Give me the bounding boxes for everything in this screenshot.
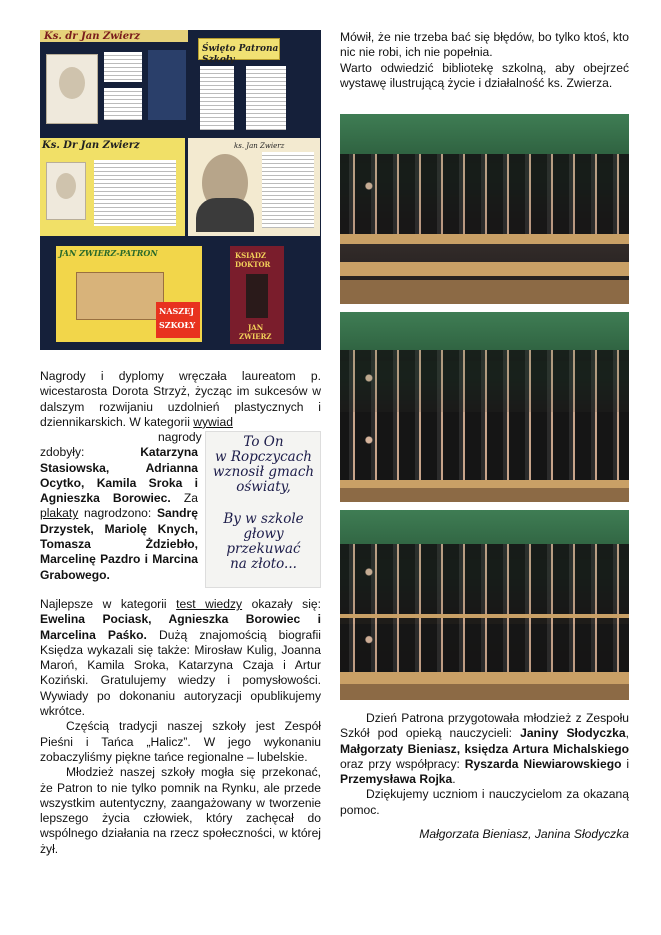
assembly-photo-1 bbox=[340, 114, 629, 304]
best-text: Najlepsze w kategorii bbox=[40, 597, 167, 611]
assembly-photo-2 bbox=[340, 312, 629, 502]
poster-doktor-text: DOKTOR bbox=[235, 260, 271, 269]
okazaly-text: okazały się: bbox=[251, 597, 321, 611]
signature: Małgorzata Bieniasz, Janina Słodyczka bbox=[419, 827, 629, 842]
quote-line-1: To On bbox=[243, 434, 284, 450]
right-top-text bbox=[340, 30, 629, 91]
poster-banner-left-text: Ks. dr Jan Zwierz bbox=[44, 31, 141, 42]
assembly-photo-3 bbox=[340, 510, 629, 700]
quote-line-8: na złoto... bbox=[230, 556, 297, 572]
poster-ksiadz-text: KSIĄDZ bbox=[235, 251, 267, 260]
teacher-names-2: Małgorzaty Bieniasz, księdza Artura Michalskiego bbox=[340, 741, 629, 756]
poster-text-block bbox=[246, 66, 286, 130]
cooperation-text: oraz przy współpracy: bbox=[340, 756, 460, 771]
helper-name-2: Przemysława Rojka bbox=[340, 772, 453, 787]
quote-line-7: przekuwać bbox=[226, 541, 301, 557]
poster-ksiadz-card bbox=[230, 246, 284, 344]
paragraph-bledy: Mówił, że nie trzeba bać się błędów, bo tylko ktoś, kto nic nie robi, ich nie popełnia. bbox=[340, 30, 629, 60]
winners-wywiad: Katarzyna Stasiowska, Adrianna Ocytko, Kamila Sroka i Agnieszka Borowiec. bbox=[40, 445, 198, 506]
helper-name-1: Ryszarda Niewiarowskiego bbox=[464, 756, 622, 771]
category-wywiad: wywiad bbox=[193, 414, 233, 429]
poster-portrait-panel bbox=[188, 138, 320, 236]
conjunction: i bbox=[626, 756, 629, 771]
quote-image bbox=[205, 431, 321, 588]
poster-text-block bbox=[104, 88, 142, 120]
poster-board-photo bbox=[40, 30, 321, 350]
poster-jan-text: JAN bbox=[248, 323, 264, 332]
poster-banner-left bbox=[40, 30, 188, 42]
quote-line-3: wznosił gmach bbox=[212, 464, 315, 480]
organizers-text: Dzień Patrona przygotowała młodzież z Zespołu Szkół pod opieką nauczycieli: bbox=[340, 711, 629, 741]
quote-line-4: oświaty, bbox=[236, 479, 291, 495]
left-paragraphs-rest bbox=[40, 597, 321, 857]
right-bottom-text bbox=[340, 711, 629, 842]
biography-text: Dużą znajomością biografii Księdza wykazali się także: Mirosław Kulig, Joanna Maroń, Kamila Sroka, Katarzyna Czaja i Artur Koziński. Gratulujemy wiedzy i pomysłowości. Wywiady po dokonaniu autoryzacji opublikujemy wkrótce. bbox=[40, 627, 321, 719]
poster-szkoly-text: SZKOŁY bbox=[159, 320, 196, 330]
za-text: Za bbox=[183, 491, 198, 506]
left-paragraph-narrow bbox=[40, 430, 202, 583]
winners-test: Ewelina Pociask, Agnieszka Borowiec i Marcelina Paśko. bbox=[40, 612, 321, 642]
poster-text-block bbox=[104, 52, 142, 82]
poster-dark-panel bbox=[148, 50, 186, 120]
poster-portrait-text: ks. Jan Zwierz bbox=[234, 142, 285, 150]
poster-text-block bbox=[200, 66, 234, 130]
poster-sketch-portrait bbox=[46, 54, 98, 124]
poster-bottom-left-text: JAN ZWIERZ-PATRON bbox=[59, 248, 158, 258]
quote-line-2: w Ropczycach bbox=[215, 449, 312, 465]
intro-text: Nagrody i dyplomy wręczała laureatom p. wicestarosta Dorota Strzyż, życząc im sukcesów w dalszym rozwijaniu uzdolnień plastycznych i dziennikarskich. W kategorii bbox=[40, 369, 321, 429]
quote-line-5: By w szkole bbox=[223, 511, 304, 527]
paragraph-thanks: Dziękujemy uczniom i nauczycielom za okazaną pomoc. bbox=[340, 787, 629, 817]
poster-zwierz-text: ZWIERZ bbox=[239, 332, 272, 341]
poster-naszej-text: NASZEJ bbox=[159, 306, 195, 316]
poster-yellow-panel bbox=[40, 138, 185, 236]
teacher-name-1: Janiny Słodyczka bbox=[520, 726, 626, 741]
poster-banner-right bbox=[198, 38, 280, 65]
winners-plakaty: Sandrę Drzystek, Mariolę Knych, Tomasza Żdziebło, Marcelinę Pazdro i Marcina Grabowego. bbox=[40, 506, 198, 582]
poster-banner-mid-text: Ks. Dr Jan Zwierz bbox=[42, 140, 140, 151]
poster-school-drawing bbox=[56, 246, 202, 342]
paragraph-biblioteka: Warto odwiedzić bibliotekę szkolną, aby obejrzeć wystawę ilustrującą życie i działalność ks. Zwierza. bbox=[340, 60, 629, 90]
quote-line-6: głowy bbox=[243, 526, 284, 542]
left-paragraph-intro bbox=[40, 369, 321, 430]
nagrodzono-text: nagrodzono: bbox=[84, 506, 152, 521]
comma: , bbox=[625, 726, 629, 741]
paragraph-halicz: Częścią tradycji naszej szkoły jest Zespół Pieśni i Tańca „Halicz”. W jego wykonaniu zobaczyliśmy piękne tańce regionalne – lubelskie. bbox=[40, 719, 321, 764]
poster-banner-right-text: Święto Patrona Szkoły bbox=[202, 44, 279, 65]
category-plakaty: plakaty bbox=[40, 506, 79, 521]
nagrody-text: nagrody zdobyły: bbox=[40, 430, 202, 460]
paragraph-patron: Młodzież naszej szkoły mogła się przekonać, że Patron to nie tylko pomnik na Rynku, ale przede wszystkim autentyczny, zaangażowany w tworzenie lepszego życia człowiek, który zachęcał do wspólnego działania na rzecz społeczności, w której żył. bbox=[40, 765, 321, 856]
category-test-wiedzy: test wiedzy bbox=[176, 597, 243, 611]
period: . bbox=[452, 772, 456, 787]
